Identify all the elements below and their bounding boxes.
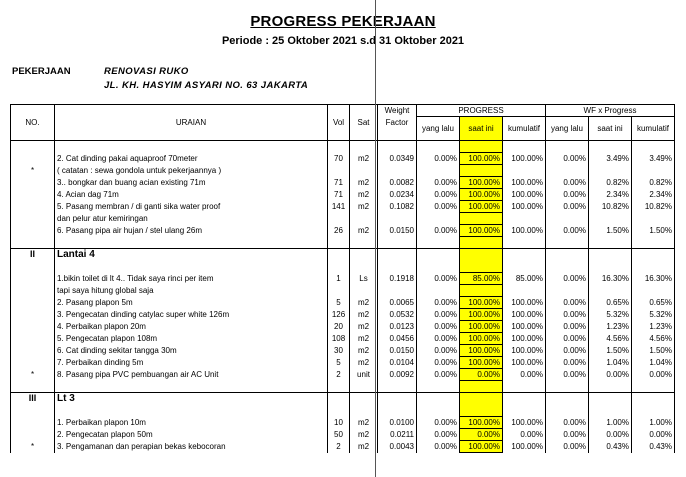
- cell-no: *: [11, 369, 55, 381]
- table-row: [11, 345, 675, 357]
- cell-wf-lalu: 0.00%: [546, 297, 589, 309]
- pekerjaan-label: PEKERJAAN: [12, 66, 71, 77]
- cell-progress-lalu: 0.00%: [417, 369, 460, 381]
- cell-wf-ini: 0.82%: [589, 177, 632, 189]
- table-row: [11, 333, 675, 345]
- cell-wf-kum: 3.49%: [632, 153, 675, 165]
- cell-wf-kum: 1.50%: [632, 345, 675, 357]
- section-name: Lantai 4: [55, 249, 328, 261]
- cell-uraian: 2. Pasang plapon 5m: [55, 297, 328, 309]
- cell-weight: 0.0104: [378, 357, 417, 369]
- sub-header-lalu: yang lalu: [417, 117, 460, 141]
- cell-wf-ini: 0.00%: [589, 369, 632, 381]
- cell-progress-ini: 100.00%: [460, 441, 503, 453]
- cell-progress-kum: 100.00%: [503, 333, 546, 345]
- cell-wf-kum: 0.82%: [632, 177, 675, 189]
- cell-sat: m2: [350, 153, 378, 165]
- cell-progress-kum: 100.00%: [503, 225, 546, 237]
- cell-sat: [350, 165, 378, 177]
- cell-uraian: 2. Cat dinding pakai aquaproof 70meter: [55, 153, 328, 165]
- cell-wf-kum: 10.82%: [632, 201, 675, 213]
- cell-progress-kum: 100.00%: [503, 417, 546, 429]
- cell-wf-kum: 0.43%: [632, 441, 675, 453]
- cell-no: [11, 345, 55, 357]
- cell-no: [11, 273, 55, 285]
- cell-wf-ini: 10.82%: [589, 201, 632, 213]
- cell-wf-kum: 1.23%: [632, 321, 675, 333]
- cell-progress-kum: [503, 165, 546, 177]
- cell-wf-ini: 1.50%: [589, 345, 632, 357]
- table-row: [11, 201, 675, 213]
- cell-sat: m2: [350, 201, 378, 213]
- table-row: [11, 225, 675, 237]
- cell-no: [11, 201, 55, 213]
- cell-vol: 30: [328, 345, 350, 357]
- cell-no: *: [11, 441, 55, 453]
- cell-progress-ini: 100.00%: [460, 225, 503, 237]
- group-header-progress: PROGRESS: [417, 105, 546, 117]
- cell-progress-ini: [460, 213, 503, 225]
- cell-wf-lalu: 0.00%: [546, 177, 589, 189]
- cell-progress-lalu: 0.00%: [417, 345, 460, 357]
- sub-header-wf-ini: saat ini: [589, 117, 632, 141]
- cell-progress-lalu: 0.00%: [417, 189, 460, 201]
- cell-vol: 26: [328, 225, 350, 237]
- cell-sat: m2: [350, 297, 378, 309]
- table-row: [11, 189, 675, 201]
- cell-progress-kum: [503, 213, 546, 225]
- table-row: [11, 297, 675, 309]
- cell-progress-ini: [460, 165, 503, 177]
- table-row: [11, 177, 675, 189]
- cell-wf-kum: 0.00%: [632, 429, 675, 441]
- cell-sat: m2: [350, 177, 378, 189]
- table-row: [11, 285, 675, 297]
- progress-table: [10, 104, 675, 453]
- cell-vol: [328, 213, 350, 225]
- cell-progress-lalu: 0.00%: [417, 441, 460, 453]
- cell-progress-kum: 0.00%: [503, 429, 546, 441]
- cell-wf-ini: 16.30%: [589, 273, 632, 285]
- cell-progress-lalu: 0.00%: [417, 309, 460, 321]
- cell-uraian: dan pelur atur kemiringan: [55, 213, 328, 225]
- cell-uraian: 3. Pengecatan dinding catylac super white 126m: [55, 309, 328, 321]
- cell-progress-kum: [503, 285, 546, 297]
- cell-weight: 0.0349: [378, 153, 417, 165]
- cell-vol: 1: [328, 273, 350, 285]
- cell-progress-lalu: 0.00%: [417, 321, 460, 333]
- section-number: II: [11, 249, 55, 261]
- cell-weight: 0.0043: [378, 441, 417, 453]
- cell-wf-ini: 5.32%: [589, 309, 632, 321]
- cell-progress-kum: 100.00%: [503, 189, 546, 201]
- cell-weight: 0.0065: [378, 297, 417, 309]
- blank-row: [11, 381, 675, 393]
- cell-uraian: 7. Perbaikan dinding 5m: [55, 357, 328, 369]
- table-row: [11, 213, 675, 225]
- cell-wf-ini: [589, 285, 632, 297]
- cell-progress-ini: 100.00%: [460, 321, 503, 333]
- cell-wf-lalu: 0.00%: [546, 345, 589, 357]
- table-row: [11, 369, 675, 381]
- table-row: [11, 321, 675, 333]
- cell-wf-kum: 4.56%: [632, 333, 675, 345]
- cell-wf-lalu: 0.00%: [546, 441, 589, 453]
- cell-vol: 71: [328, 189, 350, 201]
- cell-no: *: [11, 165, 55, 177]
- cell-wf-kum: [632, 165, 675, 177]
- cell-weight: 0.0234: [378, 189, 417, 201]
- cell-uraian: 5. Pengecatan plapon 108m: [55, 333, 328, 345]
- period-text: Periode : 25 Oktober 2021 s.d 31 Oktober 2021: [221, 35, 465, 47]
- col-header-weight: Weight: [378, 105, 417, 117]
- cell-wf-ini: 0.00%: [589, 429, 632, 441]
- blank-row: [11, 261, 675, 273]
- cell-progress-ini: 100.00%: [460, 357, 503, 369]
- cell-wf-kum: 16.30%: [632, 273, 675, 285]
- cell-progress-lalu: 0.00%: [417, 153, 460, 165]
- cell-progress-lalu: [417, 213, 460, 225]
- cell-wf-kum: 0.65%: [632, 297, 675, 309]
- cell-wf-kum: [632, 285, 675, 297]
- cell-wf-ini: [589, 213, 632, 225]
- cell-vol: 71: [328, 177, 350, 189]
- cell-progress-ini: 0.00%: [460, 369, 503, 381]
- cell-no: [11, 357, 55, 369]
- cell-progress-kum: 100.00%: [503, 297, 546, 309]
- cell-progress-ini: 0.00%: [460, 429, 503, 441]
- cell-vol: 50: [328, 429, 350, 441]
- cell-weight: 0.0082: [378, 177, 417, 189]
- cell-progress-kum: 100.00%: [503, 201, 546, 213]
- cell-wf-kum: 1.04%: [632, 357, 675, 369]
- cell-wf-lalu: 0.00%: [546, 153, 589, 165]
- cell-progress-lalu: 0.00%: [417, 177, 460, 189]
- cell-wf-kum: 5.32%: [632, 309, 675, 321]
- col-header-sat: Sat: [350, 105, 378, 141]
- cell-progress-kum: 0.00%: [503, 369, 546, 381]
- cell-sat: m2: [350, 321, 378, 333]
- cell-uraian: 1. Perbaikan plapon 10m: [55, 417, 328, 429]
- cell-progress-ini: 100.00%: [460, 201, 503, 213]
- cell-progress-lalu: 0.00%: [417, 357, 460, 369]
- table-row: [11, 309, 675, 321]
- cell-vol: 10: [328, 417, 350, 429]
- cell-progress-lalu: 0.00%: [417, 273, 460, 285]
- cell-weight: 0.0092: [378, 369, 417, 381]
- cell-sat: m2: [350, 357, 378, 369]
- cell-wf-lalu: [546, 165, 589, 177]
- cell-progress-ini: 100.00%: [460, 153, 503, 165]
- cell-weight: 0.1082: [378, 201, 417, 213]
- cell-wf-kum: 2.34%: [632, 189, 675, 201]
- cell-sat: [350, 213, 378, 225]
- cell-wf-ini: 0.43%: [589, 441, 632, 453]
- cell-wf-lalu: [546, 213, 589, 225]
- table-row: [11, 441, 675, 453]
- cell-no: [11, 225, 55, 237]
- cell-vol: 2: [328, 369, 350, 381]
- table-row: [11, 153, 675, 165]
- cell-progress-kum: 100.00%: [503, 153, 546, 165]
- cell-wf-ini: 0.65%: [589, 297, 632, 309]
- cell-progress-kum: 100.00%: [503, 345, 546, 357]
- section-header-row: [11, 249, 675, 261]
- cell-wf-lalu: 0.00%: [546, 357, 589, 369]
- weight-header-bottom: [378, 129, 417, 141]
- cell-progress-ini: 100.00%: [460, 297, 503, 309]
- cell-wf-lalu: 0.00%: [546, 429, 589, 441]
- table-row: [11, 273, 675, 285]
- cell-progress-kum: 85.00%: [503, 273, 546, 285]
- cell-progress-kum: 100.00%: [503, 441, 546, 453]
- blank-row: [11, 405, 675, 417]
- cell-progress-lalu: 0.00%: [417, 201, 460, 213]
- cell-sat: unit: [350, 369, 378, 381]
- cell-weight: 0.1918: [378, 273, 417, 285]
- cell-wf-lalu: 0.00%: [546, 189, 589, 201]
- cell-wf-lalu: 0.00%: [546, 273, 589, 285]
- cell-sat: m2: [350, 309, 378, 321]
- cell-weight: 0.0211: [378, 429, 417, 441]
- col-header-vol: Vol: [328, 105, 350, 141]
- cell-vol: 5: [328, 297, 350, 309]
- cell-progress-ini: 100.00%: [460, 177, 503, 189]
- cell-wf-ini: 1.04%: [589, 357, 632, 369]
- cell-vol: 108: [328, 333, 350, 345]
- cell-sat: m2: [350, 333, 378, 345]
- cell-wf-lalu: 0.00%: [546, 333, 589, 345]
- cell-progress-ini: 85.00%: [460, 273, 503, 285]
- cell-wf-ini: 4.56%: [589, 333, 632, 345]
- col-header-uraian: URAIAN: [55, 105, 328, 141]
- cell-no: [11, 213, 55, 225]
- cell-wf-kum: [632, 213, 675, 225]
- section-name: Lt 3: [55, 393, 328, 405]
- cell-no: [11, 321, 55, 333]
- cell-wf-kum: 1.00%: [632, 417, 675, 429]
- cell-weight: 0.0100: [378, 417, 417, 429]
- cell-progress-lalu: 0.00%: [417, 429, 460, 441]
- cell-wf-lalu: 0.00%: [546, 201, 589, 213]
- cell-wf-ini: 1.00%: [589, 417, 632, 429]
- cell-wf-lalu: 0.00%: [546, 225, 589, 237]
- cell-uraian: 5. Pasang membran / di ganti sika water proof: [55, 201, 328, 213]
- cell-progress-ini: 100.00%: [460, 345, 503, 357]
- cell-weight: 0.0150: [378, 225, 417, 237]
- table-row: [11, 357, 675, 369]
- cell-progress-kum: 100.00%: [503, 309, 546, 321]
- cell-vol: 70: [328, 153, 350, 165]
- cell-uraian: 2. Pengecatan plapon 50m: [55, 429, 328, 441]
- cell-no: [11, 309, 55, 321]
- cell-sat: m2: [350, 345, 378, 357]
- cell-progress-kum: 100.00%: [503, 177, 546, 189]
- cell-wf-lalu: [546, 285, 589, 297]
- cell-wf-ini: 2.34%: [589, 189, 632, 201]
- cell-sat: m2: [350, 417, 378, 429]
- page-title: PROGRESS PEKERJAAN: [250, 13, 436, 30]
- col-header-no: NO.: [11, 105, 55, 141]
- cell-sat: m2: [350, 189, 378, 201]
- cell-wf-lalu: 0.00%: [546, 369, 589, 381]
- sub-header-ini: saat ini: [460, 117, 503, 141]
- cell-wf-kum: 1.50%: [632, 225, 675, 237]
- cell-uraian: tapi saya hitung global saja: [55, 285, 328, 297]
- cell-wf-ini: 3.49%: [589, 153, 632, 165]
- blank-row: [11, 237, 675, 249]
- cell-vol: 2: [328, 441, 350, 453]
- cell-no: [11, 333, 55, 345]
- cell-progress-lalu: 0.00%: [417, 417, 460, 429]
- cell-vol: 141: [328, 201, 350, 213]
- table-row: [11, 165, 675, 177]
- cell-progress-lalu: [417, 165, 460, 177]
- cell-no: [11, 189, 55, 201]
- cell-progress-ini: 100.00%: [460, 333, 503, 345]
- section-number: III: [11, 393, 55, 405]
- cell-vol: 5: [328, 357, 350, 369]
- cell-no: [11, 285, 55, 297]
- cell-wf-lalu: 0.00%: [546, 417, 589, 429]
- cell-vol: [328, 285, 350, 297]
- cell-sat: m2: [350, 225, 378, 237]
- cell-uraian: 6. Cat dinding sekitar tangga 30m: [55, 345, 328, 357]
- cell-wf-lalu: 0.00%: [546, 309, 589, 321]
- spacer-row: [11, 141, 675, 153]
- cell-progress-kum: 100.00%: [503, 321, 546, 333]
- cell-progress-ini: 100.00%: [460, 189, 503, 201]
- cell-progress-ini: [460, 285, 503, 297]
- cell-progress-lalu: 0.00%: [417, 225, 460, 237]
- cell-vol: [328, 165, 350, 177]
- sub-header-kum: kumulatif: [503, 117, 546, 141]
- section-header-row: [11, 393, 675, 405]
- cell-vol: 20: [328, 321, 350, 333]
- cell-uraian: 4. Acian dag 71m: [55, 189, 328, 201]
- cell-wf-ini: 1.50%: [589, 225, 632, 237]
- group-header-wf: WF x Progress: [546, 105, 675, 117]
- cell-weight: [378, 165, 417, 177]
- cell-weight: 0.0532: [378, 309, 417, 321]
- cell-weight: [378, 213, 417, 225]
- cell-sat: m2: [350, 441, 378, 453]
- cell-weight: [378, 285, 417, 297]
- cell-uraian: ( catatan : sewa gondola untuk pekerjaannya ): [55, 165, 328, 177]
- cell-sat: m2: [350, 429, 378, 441]
- cell-weight: 0.0123: [378, 321, 417, 333]
- sub-header-wf-lalu: yang lalu: [546, 117, 589, 141]
- cell-no: [11, 429, 55, 441]
- table-row: [11, 429, 675, 441]
- cell-uraian: 6. Pasang pipa air hujan / stel ulang 26m: [55, 225, 328, 237]
- cell-uraian: 3. Pengamanan dan perapian bekas kebocoran: [55, 441, 328, 453]
- cell-wf-ini: 1.23%: [589, 321, 632, 333]
- cell-progress-lalu: 0.00%: [417, 333, 460, 345]
- cell-uraian: 4. Perbaikan plapon 20m: [55, 321, 328, 333]
- cell-wf-kum: 0.00%: [632, 369, 675, 381]
- sub-header-wf-kum: kumulatif: [632, 117, 675, 141]
- table-row: [11, 417, 675, 429]
- cell-no: [11, 417, 55, 429]
- cell-sat: [350, 285, 378, 297]
- cell-progress-lalu: [417, 285, 460, 297]
- cell-wf-ini: [589, 165, 632, 177]
- cell-progress-ini: 100.00%: [460, 309, 503, 321]
- cell-progress-kum: 100.00%: [503, 357, 546, 369]
- cursor-line: [375, 0, 376, 477]
- cell-weight: 0.0456: [378, 333, 417, 345]
- cell-progress-ini: 100.00%: [460, 417, 503, 429]
- cell-vol: 126: [328, 309, 350, 321]
- cell-weight: 0.0150: [378, 345, 417, 357]
- cell-no: [11, 153, 55, 165]
- col-header-factor: Factor: [378, 117, 417, 129]
- pekerjaan-address: JL. KH. HASYIM ASYARI NO. 63 JAKARTA: [104, 80, 309, 91]
- cell-wf-lalu: 0.00%: [546, 321, 589, 333]
- cell-no: [11, 177, 55, 189]
- cell-uraian: 3.. bongkar dan buang acian existing 71m: [55, 177, 328, 189]
- pekerjaan-name: RENOVASI RUKO: [104, 66, 189, 77]
- cell-sat: Ls: [350, 273, 378, 285]
- cell-uraian: 1.bikin toilet di lt 4.. Tidak saya rinci per item: [55, 273, 328, 285]
- cell-no: [11, 297, 55, 309]
- cell-progress-lalu: 0.00%: [417, 297, 460, 309]
- cell-uraian: 8. Pasang pipa PVC pembuangan air AC Unit: [55, 369, 328, 381]
